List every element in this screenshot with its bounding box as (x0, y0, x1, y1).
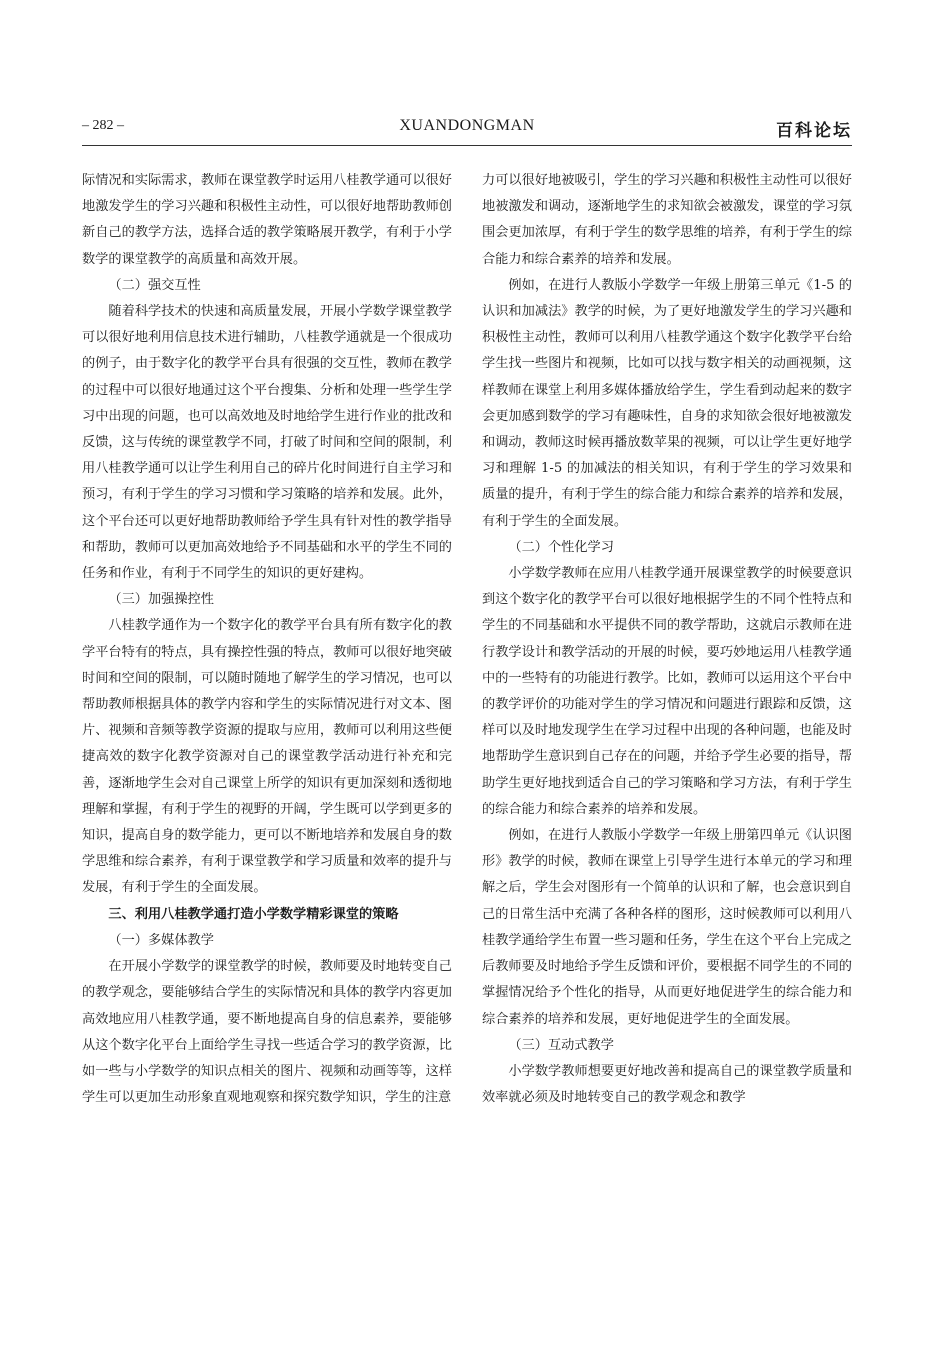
paragraph-continued: 力可以很好地被吸引，学生的学习兴趣和积极性主动性可以很好地被激发和调动，逐渐地学生的求知欲会被激发，课堂的学习氛围会更加浓厚，有利于学生的数学思维的培养，有利于学生的综合能力和综合素养的培养和发展。 (482, 173, 852, 267)
paragraph-continued: 际情况和实际需求，教师在课堂教学时运用八桂教学通可以很好地激发学生的学习兴趣和积极性主动性，可以很好地帮助教师创新自己的教学方法，选择合适的教学策略展开教学，有利于小学数学的课堂教学的高质量和高效开展。 (82, 173, 452, 267)
section-heading: 三、利用八桂教学通打造小学数学精彩课堂的策略 (108, 906, 399, 922)
paragraph: 随着科学技术的快速和高质量发展，开展小学数学课堂教学可以很好地利用信息技术进行辅助，八桂教学通就是一个很成功的例子，由于数字化的教学平台具有很强的交互性，教师在教学的过程中可以很好地通过这个平台搜集、分析和处理一些学生学习中出现的问题，也可以高效地及时地给学生进行作业的批改和反馈，这与传统的课堂教学不同，打破了时间和空间的限制，利用八桂教学通可以让学生利用自己的碎片化时间进行自主学习和预习，有利于学生的学习习惯和学习策略的培养和发展。此外，这个平台还可以更好地帮助教师给予学生具有针对性的教学指导和帮助，教师可以更加高效地给予不同基础和水平的学生不同的任务和作业，有利于不同学生的知识的更好建构。 (82, 304, 452, 582)
paragraph: 例如，在进行人教版小学数学一年级上册第四单元《认识图形》教学的时候，教师在课堂上引导学生进行本单元的学习和理解之后，学生会对图形有一个简单的认识和了解，也会意识到自己的日常生活中充满了各种各样的图形，这时候教师可以利用八桂教学通给学生布置一些习题和任务，学生在这个平台上完成之后教师要及时地给予学生反馈和评价，要根据不同学生的不同的掌握情况给予个性化的指导，从而更好地促进学生的综合能力和综合素养的培养和发展，更好地促进学生的全面发展。 (482, 828, 852, 1027)
header-rule (82, 145, 852, 146)
subheading: （三）加强操控性 (108, 592, 214, 608)
subheading: （二）强交互性 (108, 277, 201, 293)
right-column (482, 168, 852, 1111)
subheading: （一）多媒体教学 (108, 932, 214, 948)
subheading: （三）互动式教学 (508, 1037, 614, 1053)
paragraph: 在开展小学数学的课堂教学的时候，教师要及时地转变自己的教学观念，要能够结合学生的实际情况和具体的教学内容更加高效地应用八桂教学通，要不断地提高自身的信息素养，要能够从这个数字化平台上面给学生寻找一些适合学习的教学资源，比如一些与小学数学的知识点相关的图片、视频和动画等等，这样学生可以更加生动形象直观地观察和探究数学知识，学生的注意 (82, 959, 452, 1106)
paragraph: 八桂教学通作为一个数字化的教学平台具有所有数字化的教学平台特有的特点，具有操控性强的特点，教师可以很好地突破时间和空间的限制，可以随时随地了解学生的学习情况，也可以帮助教师根据具体的教学内容和学生的实际情况进行对文本、图片、视频和音频等教学资源的提取与应用，教师可以利用这些便捷高效的数字化教学资源对自己的课堂教学活动进行补充和完善，逐渐地学生会对自己课堂上所学的知识有更加深刻和透彻地理解和掌握，有利于学生的视野的开阔，学生既可以学到更多的知识，提高自身的数学能力，更可以不断地培养和发展自身的数学思维和综合素养，有利于课堂教学和学习质量和效率的提升与发展，有利于学生的全面发展。 (82, 618, 452, 896)
section-title: 百科论坛 (776, 121, 852, 141)
subheading: （二）个性化学习 (508, 539, 614, 555)
paragraph: 例如，在进行人教版小学数学一年级上册第三单元《1-5 的认识和加减法》教学的时候，为了更好地激发学生的学习兴趣和积极性主动性，教师可以利用八桂教学通这个数字化教学平台给学生找一些图片和视频，比如可以找与数字相关的动画视频，这样教师在课堂上利用多媒体播放给学生，学生看到动起来的数字会更加感到数学的学习有趣味性，自身的求知欲会很好地被激发和调动，教师这时候再播放数苹果的视频，可以让学生更好地学习和理解 1-5 的加减法的相关知识，有利于学生的学习效果和质量的提升，有利于学生的综合能力和综合素养的培养和发展，有利于学生的全面发展。 (482, 277, 852, 529)
paragraph: 小学数学教师想要更好地改善和提高自己的课堂教学质量和效率就必须及时地转变自己的教学观念和教学 (482, 1063, 852, 1106)
paragraph: 小学数学教师在应用八桂教学通开展课堂教学的时候要意识到这个数字化的教学平台可以很好地根据学生的不同个性特点和学生的不同基础和水平提供不同的教学帮助，这就启示教师在进行教学设计和教学活动的开展的时候，要巧妙地运用八桂教学通中的一些特有的功能进行教学。比如，教师可以运用这个平台中的教学评价的功能对学生的学习情况和问题进行跟踪和反馈，这样可以及时地发现学生在学习过程中出现的各种问题，也能及时地帮助学生意识到自己存在的问题，并给予学生必要的指导，帮助学生更好地找到适合自己的学习策略和学习方法，有利于学生的综合能力和综合素养的培养和发展。 (482, 566, 852, 817)
page-header (82, 118, 852, 144)
journal-name: XUANDONGMAN (399, 117, 535, 134)
page-number: – 282 – (82, 118, 124, 133)
left-column (82, 168, 452, 1111)
